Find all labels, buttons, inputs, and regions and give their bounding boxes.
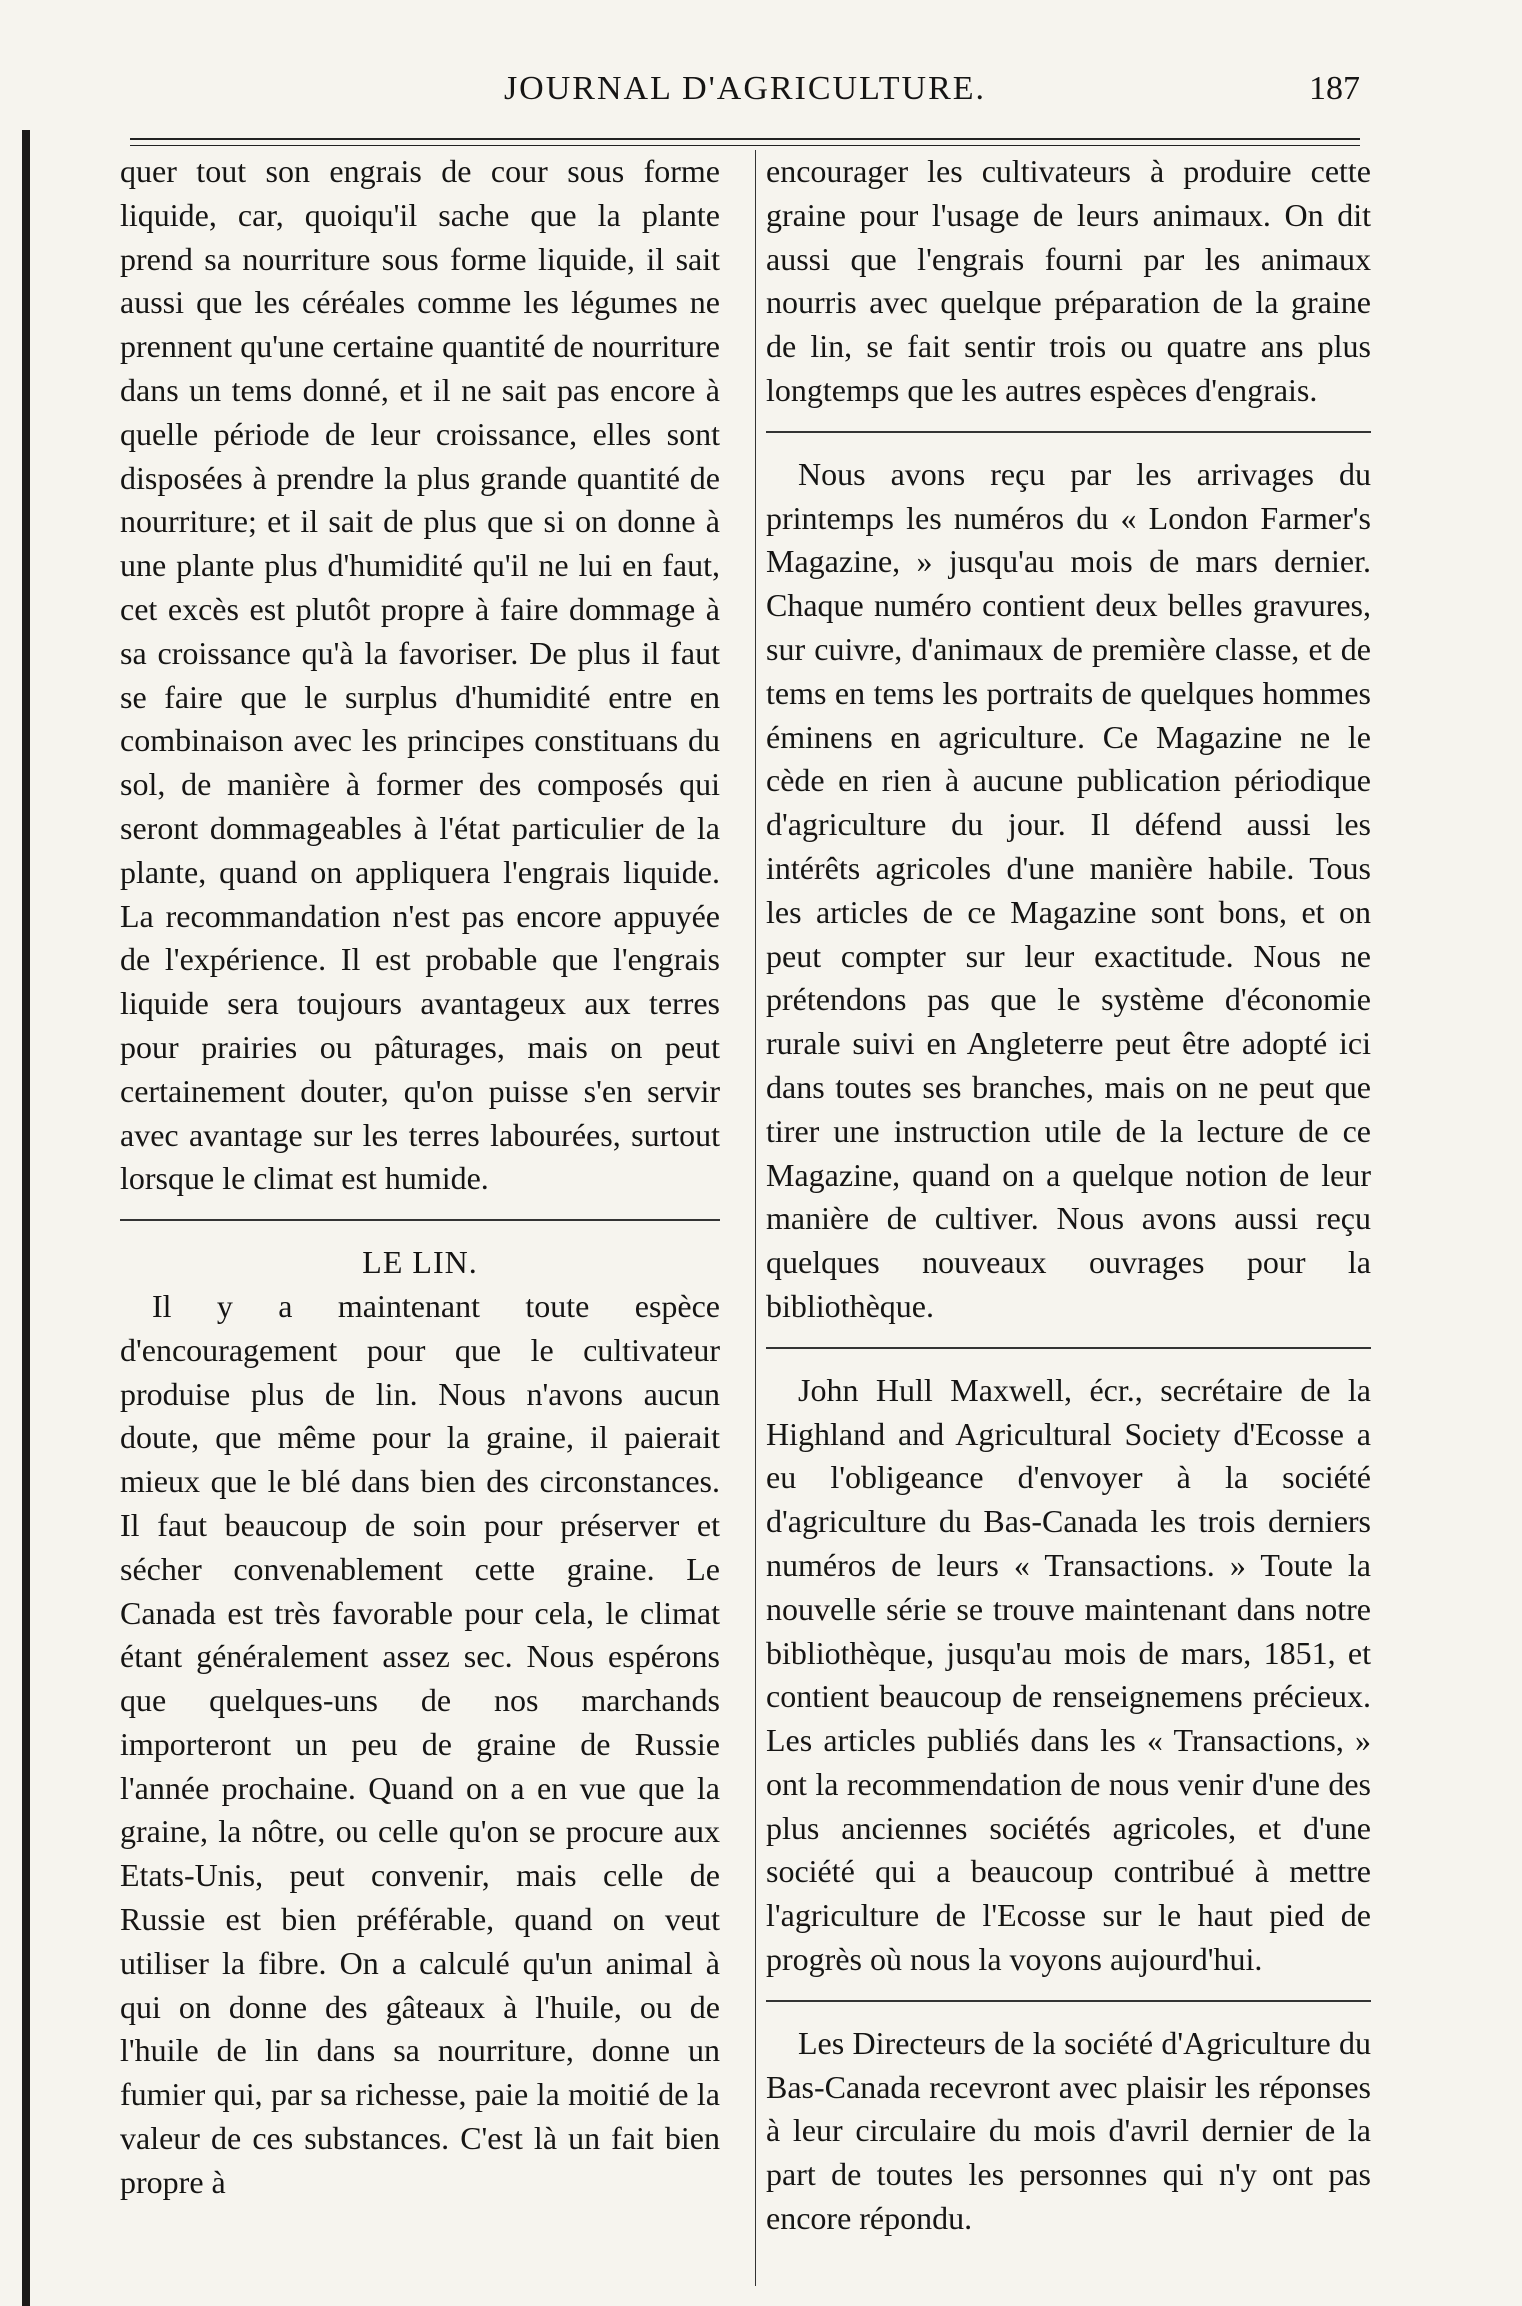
page-number: 187 <box>1309 70 1360 107</box>
page-edge-rule <box>22 130 30 2306</box>
section-separator <box>766 431 1371 433</box>
running-title: JOURNAL D'AGRICULTURE. <box>503 70 987 107</box>
page-header <box>130 70 1360 130</box>
right-column <box>755 150 1371 2286</box>
maxwell-paragraph: John Hull Maxwell, écr., secrétaire de la Highland and Agricultural Society d'Ecosse a eu l'obligeance d'envoyer à la société d'agriculture du Bas-Canada les trois derniers numéros de leurs « Transactions. » Toute la nouvelle série se trouve maintenant dans notre bibliothèque, jusqu'au mois de mars, 1851, et contient beaucoup de renseignemens précieux. Les articles publiés dans les « Transactions, » ont la recommendation de nous venir d'une des plus anciennes sociétés agricoles, et d'une société qui a beaucoup contribué à mettre l'agriculture de l'Ecosse sur le haut pied de progrès où nous la voyons aujourd'hui. <box>766 1371 1371 1978</box>
lin-paragraph: Il y a maintenant toute espèce d'encouragement pour que le cultivateur produise plus de lin. Nous n'avons aucun doute, que même pour la graine, il paierait mieux que le blé dans bien des circonstances. Il faut beaucoup de soin pour préserver et sécher convenablement cette graine. Le Canada est très favorable pour cela, le climat étant généralement assez sec. Nous espérons que quelques-uns de nos marchands importeront un peu de graine de Russie l'année prochaine. Quand on a en vue que la graine, la nôtre, ou celle qu'on se procure aux Etats-Unis, peut convenir, mais celle de Russie est bien préférable, quand on veut utiliser la fibre. On a calculé qu'un animal à qui on donne des gâteaux à l'huile, ou de l'huile de lin dans sa nourriture, donne un fumier qui, par sa richesse, paie la moitié de la valeur de ces substances. C'est là un fait bien propre à <box>120 1287 720 2200</box>
magazine-paragraph: Nous avons reçu par les arrivages du printemps les numéros du « London Farmer's Magazine, » jusqu'au mois de mars dernier. Chaque numéro contient deux belles gravures, sur cuivre, d'animaux de première classe, et de tems en tems les portraits de quelques hommes éminens en agriculture. Ce Magazine ne le cède en rien à aucune publication périodique d'agriculture du jour. Il défend aussi les intérêts agricoles d'une manière habile. Tous les articles de ce Magazine sont bons, et on peut compter sur leur exactitude. Nous ne prétendons pas que le système d'économie rurale suivi en Angleterre peut être adopté ici dans toutes ses branches, mais on ne peut que tirer une instruction utile de la lecture de ce Magazine, quand on a quelque notion de leur manière de cultiver. Nous avons aussi reçu quelques nouveaux ouvrages pour la bibliothèque. <box>766 455 1371 1324</box>
section-separator <box>766 1347 1371 1349</box>
lin-heading: LE LIN. <box>362 1244 478 1281</box>
header-rule-thin <box>130 145 1360 146</box>
lin-paragraph-continued: encourager les cultivateurs à produire cette graine pour l'usage de leurs animaux. On dit aussi que l'engrais fourni par les animaux nourris avec quelque préparation de la graine de lin, se fait sentir trois ou quatre ans plus longtemps que les autres espèces d'engrais. <box>766 153 1371 408</box>
liquid-manure-paragraph: quer tout son engrais de cour sous forme liquide, car, quoiqu'il sache que la plante prend sa nourriture sous forme liquide, il sait aussi que les céréales comme les légumes ne prennent qu'une certaine quantité de nourriture dans un tems donné, et il ne sait pas encore à quelle période de leur croissance, elles sont disposées à prendre la plus grande quantité de nourriture; et il sait de plus que si on donne à une plante plus d'humidité qu'il ne lui en faut, cet excès est plutôt propre à faire dommage à sa croissance qu'à la favoriser. De plus il faut se faire que le surplus d'humidité entre en combinaison avec les principes constituans du sol, de manière à former des composés qui seront dommageables à l'état particulier de la plante, quand on appliquera l'engrais liquide. La recommandation n'est pas encore appuyée de l'expérience. Il est probable que l'engrais liquide sera toujours avantageux aux terres pour prairies ou pâturages, mais on peut certainement douter, qu'on puisse s'en servir avec avantage sur les terres labourées, surtout lorsque le climat est humide. <box>120 153 720 1197</box>
section-separator <box>120 1219 720 1221</box>
section-separator <box>766 2000 1371 2002</box>
left-column <box>120 150 720 2286</box>
directeurs-paragraph: Les Directeurs de la société d'Agriculture du Bas-Canada recevront avec plaisir les réponses à leur circulaire du mois d'avril dernier de la part de toutes les personnes qui n'y ont pas encore répondu. <box>766 2024 1371 2237</box>
header-rule <box>130 138 1360 140</box>
